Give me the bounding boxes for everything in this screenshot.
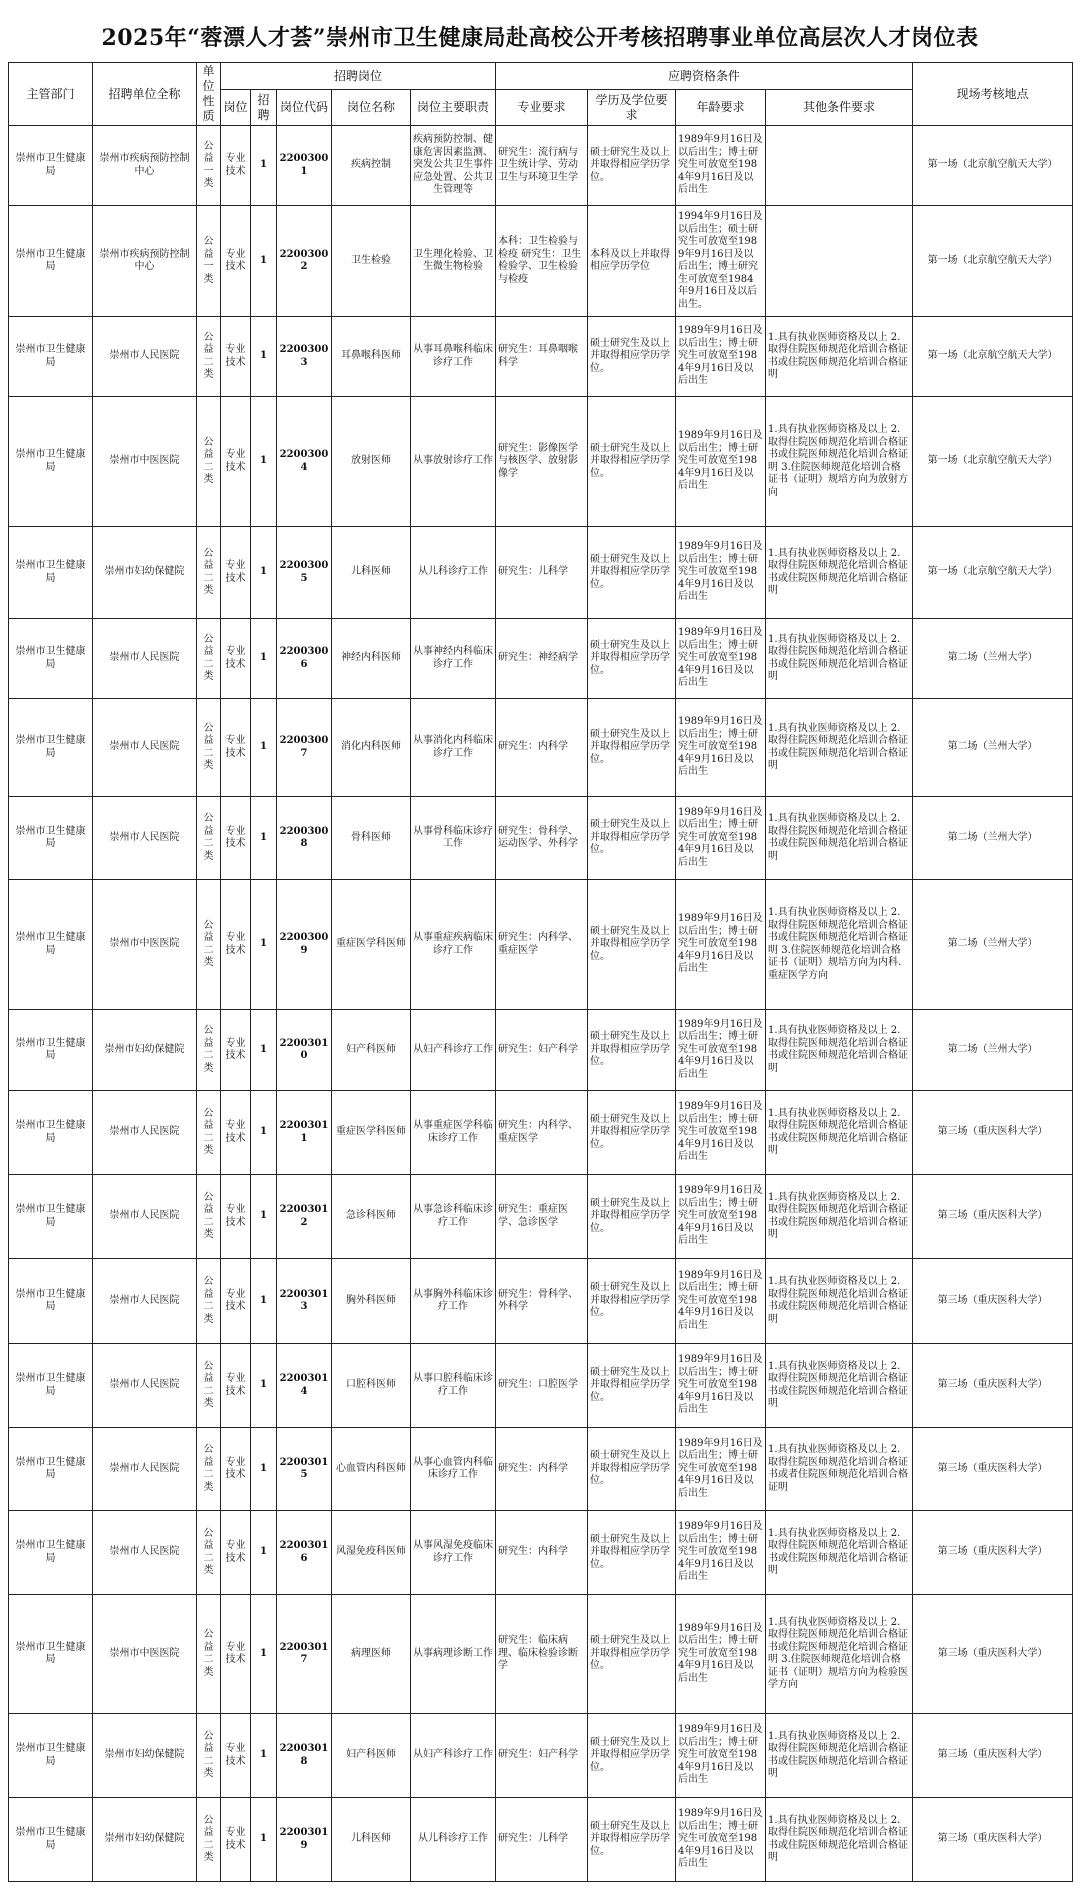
cell-code: 22003017 (277, 1595, 332, 1714)
cell-code: 22003014 (277, 1344, 332, 1428)
cell-duty: 从妇产科诊疗工作 (411, 1010, 496, 1091)
cell-duty: 从事神经内科临床诊疗工作 (411, 619, 496, 699)
cell-other: 1.具有执业医师资格及以上 2.取得住院医师规范化培训合格证书或住院医师规范化培训合格证明 (766, 797, 913, 880)
cell-venue: 第二场（兰州大学） (913, 619, 1073, 699)
cell-count: 1 (251, 1259, 277, 1344)
cell-dept: 崇州市卫生健康局 (9, 1511, 93, 1595)
cell-count: 1 (251, 1511, 277, 1595)
cell-code: 22003013 (277, 1259, 332, 1344)
cell-duty: 从儿科诊疗工作 (411, 1798, 496, 1882)
cell-unit: 崇州市妇幼保健院 (93, 527, 197, 619)
cell-code: 22003019 (277, 1798, 332, 1882)
cell-age: 1989年9月16日及以后出生；博士研究生可放宽至1984年9月16日及以后出生 (676, 1798, 766, 1882)
col-header-count: 招聘 (251, 90, 277, 126)
cell-unit: 崇州市妇幼保健院 (93, 1798, 197, 1882)
cell-age: 1989年9月16日及以后出生；博士研究生可放宽至1984年9月16日及以后出生 (676, 1344, 766, 1428)
cell-duty: 从事放射诊疗工作 (411, 397, 496, 527)
cell-nature: 公益二类 (197, 1344, 221, 1428)
cell-venue: 第一场（北京航空航天大学） (913, 317, 1073, 397)
cell-count: 1 (251, 880, 277, 1010)
document-title: 2025年“蓉漂人才荟”崇州市卫生健康局赴高校公开考核招聘事业单位高层次人才岗位表 (101, 25, 979, 51)
cell-name: 儿科医师 (332, 1798, 411, 1882)
cell-type: 专业技术 (221, 1175, 251, 1259)
cell-unit: 崇州市人民医院 (93, 1091, 197, 1175)
cell-code: 22003015 (277, 1428, 332, 1511)
cell-name: 消化内科医师 (332, 699, 411, 797)
cell-nature: 公益二类 (197, 880, 221, 1010)
cell-other: 1.具有执业医师资格及以上 2.取得住院医师规范化培训合格证书或住院医师规范化培训合格证明 (766, 1091, 913, 1175)
cell-duty: 从妇产科诊疗工作 (411, 1714, 496, 1798)
cell-age: 1989年9月16日及以后出生；博士研究生可放宽至1984年9月16日及以后出生 (676, 699, 766, 797)
cell-other: 1.具有执业医师资格及以上 2.取得住院医师规范化培训合格证书或住院医师规范化培训合格证明 (766, 699, 913, 797)
cell-count: 1 (251, 397, 277, 527)
cell-major: 研究生：儿科学 (496, 527, 588, 619)
cell-type: 专业技术 (221, 1010, 251, 1091)
cell-type: 专业技术 (221, 797, 251, 880)
cell-unit: 崇州市妇幼保健院 (93, 1010, 197, 1091)
cell-dept: 崇州市卫生健康局 (9, 1714, 93, 1798)
cell-other: 1.具有执业医师资格及以上 2.取得住院医师规范化培训合格证书或住院医师规范化培训合格证明 3.住院医师规范化培训合格证书（证明）规培方向为放射方向 (766, 397, 913, 527)
cell-nature: 公益二类 (197, 397, 221, 527)
header-row-1 (9, 63, 1073, 90)
cell-name: 病理医师 (332, 1595, 411, 1714)
cell-venue: 第三场（重庆医科大学） (913, 1428, 1073, 1511)
cell-count: 1 (251, 317, 277, 397)
cell-type: 专业技术 (221, 1714, 251, 1798)
cell-type: 专业技术 (221, 527, 251, 619)
cell-code: 22003007 (277, 699, 332, 797)
cell-duty: 疾病预防控制、健康危害因素监测、突发公共卫生事件应急处置、公共卫生管理等 (411, 126, 496, 206)
cell-age: 1989年9月16日及以后出生；博士研究生可放宽至1984年9月16日及以后出生 (676, 880, 766, 1010)
cell-major: 研究生：流行病与卫生统计学、劳动卫生与环境卫生学 (496, 126, 588, 206)
cell-edu: 硕士研究生及以上并取得相应学历学位。 (588, 317, 676, 397)
cell-other (766, 126, 913, 206)
cell-major: 研究生：临床病理、临床检验诊断学 (496, 1595, 588, 1714)
cell-unit: 崇州市人民医院 (93, 1259, 197, 1344)
cell-nature: 公益二类 (197, 1595, 221, 1714)
cell-count: 1 (251, 206, 277, 317)
cell-dept: 崇州市卫生健康局 (9, 527, 93, 619)
cell-code: 22003009 (277, 880, 332, 1010)
cell-type: 专业技术 (221, 1091, 251, 1175)
table-row (9, 880, 1073, 1010)
cell-major: 研究生：口腔医学 (496, 1344, 588, 1428)
cell-dept: 崇州市卫生健康局 (9, 1595, 93, 1714)
cell-type: 专业技术 (221, 880, 251, 1010)
cell-venue: 第一场（北京航空航天大学） (913, 126, 1073, 206)
cell-type: 专业技术 (221, 699, 251, 797)
cell-other: 1.具有执业医师资格及以上 2.取得住院医师规范化培训合格证书或者住院医师规范化培训合格证明 (766, 1428, 913, 1511)
cell-name: 放射医师 (332, 397, 411, 527)
cell-other: 1.具有执业医师资格及以上 2.取得住院医师规范化培训合格证书或住院医师规范化培训合格证明 (766, 1511, 913, 1595)
cell-dept: 崇州市卫生健康局 (9, 1798, 93, 1882)
col-header-venue: 现场考核地点 (913, 63, 1073, 126)
table-row (9, 619, 1073, 699)
cell-count: 1 (251, 1175, 277, 1259)
cell-code: 22003005 (277, 527, 332, 619)
cell-dept: 崇州市卫生健康局 (9, 397, 93, 527)
cell-edu: 硕士研究生及以上并取得相应学历学位。 (588, 1428, 676, 1511)
cell-duty: 从事骨科临床诊疗工作 (411, 797, 496, 880)
cell-age: 1989年9月16日及以后出生；博士研究生可放宽至1984年9月16日及以后出生 (676, 1714, 766, 1798)
cell-venue: 第二场（兰州大学） (913, 1010, 1073, 1091)
cell-age: 1989年9月16日及以后出生；博士研究生可放宽至1984年9月16日及以后出生 (676, 1511, 766, 1595)
cell-name: 风湿免疫科医师 (332, 1511, 411, 1595)
cell-code: 22003016 (277, 1511, 332, 1595)
cell-edu: 硕士研究生及以上并取得相应学历学位。 (588, 880, 676, 1010)
cell-count: 1 (251, 527, 277, 619)
cell-nature: 公益二类 (197, 1511, 221, 1595)
cell-dept: 崇州市卫生健康局 (9, 619, 93, 699)
cell-type: 专业技术 (221, 1595, 251, 1714)
cell-dept: 崇州市卫生健康局 (9, 1175, 93, 1259)
cell-duty: 从事心血管内科临床诊疗工作 (411, 1428, 496, 1511)
cell-edu: 硕士研究生及以上并取得相应学历学位。 (588, 126, 676, 206)
cell-edu: 硕士研究生及以上并取得相应学历学位。 (588, 1714, 676, 1798)
cell-name: 骨科医师 (332, 797, 411, 880)
cell-major: 研究生：骨科学、运动医学、外科学 (496, 797, 588, 880)
cell-duty: 从事耳鼻喉科临床诊疗工作 (411, 317, 496, 397)
cell-edu: 硕士研究生及以上并取得相应学历学位。 (588, 1595, 676, 1714)
cell-name: 妇产科医师 (332, 1010, 411, 1091)
cell-venue: 第二场（兰州大学） (913, 797, 1073, 880)
cell-major: 研究生：妇产科学 (496, 1010, 588, 1091)
col-header-name: 岗位名称 (332, 90, 411, 126)
cell-edu: 硕士研究生及以上并取得相应学历学位。 (588, 1798, 676, 1882)
cell-edu: 本科及以上并取得相应学历学位 (588, 206, 676, 317)
cell-age: 1989年9月16日及以后出生；博士研究生可放宽至1984年9月16日及以后出生 (676, 1428, 766, 1511)
cell-edu: 硕士研究生及以上并取得相应学历学位。 (588, 1175, 676, 1259)
cell-count: 1 (251, 1714, 277, 1798)
cell-dept: 崇州市卫生健康局 (9, 1091, 93, 1175)
cell-major: 研究生：妇产科学 (496, 1714, 588, 1798)
cell-nature: 公益二类 (197, 619, 221, 699)
cell-name: 卫生检验 (332, 206, 411, 317)
cell-code: 22003002 (277, 206, 332, 317)
cell-age: 1989年9月16日及以后出生；博士研究生可放宽至1984年9月16日及以后出生 (676, 397, 766, 527)
cell-unit: 崇州市人民医院 (93, 1511, 197, 1595)
cell-dept: 崇州市卫生健康局 (9, 1428, 93, 1511)
col-header-major: 专业要求 (496, 90, 588, 126)
cell-edu: 硕士研究生及以上并取得相应学历学位。 (588, 619, 676, 699)
cell-duty: 从事胸外科临床诊疗工作 (411, 1259, 496, 1344)
cell-major: 研究生：内科学 (496, 1511, 588, 1595)
table-row (9, 1010, 1073, 1091)
cell-name: 耳鼻喉科医师 (332, 317, 411, 397)
cell-code: 22003004 (277, 397, 332, 527)
cell-dept: 崇州市卫生健康局 (9, 126, 93, 206)
cell-name: 重症医学科医师 (332, 880, 411, 1010)
cell-code: 22003006 (277, 619, 332, 699)
table-row (9, 1428, 1073, 1511)
cell-type: 专业技术 (221, 317, 251, 397)
cell-code: 22003010 (277, 1010, 332, 1091)
cell-other: 1.具有执业医师资格及以上 2.取得住院医师规范化培训合格证书或住院医师规范化培训合格证明 (766, 1714, 913, 1798)
cell-dept: 崇州市卫生健康局 (9, 1010, 93, 1091)
table-row (9, 1259, 1073, 1344)
col-header-code: 岗位代码 (277, 90, 332, 126)
cell-nature: 公益二类 (197, 797, 221, 880)
cell-major: 研究生：内科学、重症医学 (496, 1091, 588, 1175)
cell-count: 1 (251, 1428, 277, 1511)
cell-venue: 第三场（重庆医科大学） (913, 1344, 1073, 1428)
cell-venue: 第二场（兰州大学） (913, 880, 1073, 1010)
cell-nature: 公益二类 (197, 1798, 221, 1882)
cell-duty: 从事重症医学科临床诊疗工作 (411, 1091, 496, 1175)
cell-name: 急诊科医师 (332, 1175, 411, 1259)
cell-edu: 硕士研究生及以上并取得相应学历学位。 (588, 699, 676, 797)
col-header-duty: 岗位主要职责 (411, 90, 496, 126)
cell-dept: 崇州市卫生健康局 (9, 206, 93, 317)
cell-duty: 从事消化内科临床诊疗工作 (411, 699, 496, 797)
cell-other: 1.具有执业医师资格及以上 2.取得住院医师规范化培训合格证书或住院医师规范化培训合格证明 3.住院医师规范化培训合格证书（证明）规培方向为检验医学方向 (766, 1595, 913, 1714)
cell-other: 1.具有执业医师资格及以上 2.取得住院医师规范化培训合格证书或住院医师规范化培训合格证明 3.住院医师规范化培训合格证书（证明）规培方向为内科.重症医学方向 (766, 880, 913, 1010)
cell-unit: 崇州市人民医院 (93, 1428, 197, 1511)
table-row (9, 527, 1073, 619)
cell-nature: 公益二类 (197, 1091, 221, 1175)
table-row (9, 317, 1073, 397)
cell-nature: 公益一类 (197, 126, 221, 206)
cell-venue: 第一场（北京航空航天大学） (913, 206, 1073, 317)
cell-edu: 硕士研究生及以上并取得相应学历学位。 (588, 1344, 676, 1428)
table-row (9, 397, 1073, 527)
col-group-conditions: 应聘资格条件 (496, 63, 913, 90)
cell-dept: 崇州市卫生健康局 (9, 1344, 93, 1428)
cell-name: 胸外科医师 (332, 1259, 411, 1344)
col-header-dept: 主管部门 (9, 63, 93, 126)
cell-duty: 从事口腔科临床诊疗工作 (411, 1344, 496, 1428)
cell-age: 1989年9月16日及以后出生；博士研究生可放宽至1984年9月16日及以后出生 (676, 1010, 766, 1091)
cell-unit: 崇州市人民医院 (93, 619, 197, 699)
table-row (9, 1595, 1073, 1714)
cell-major: 研究生：影像医学与核医学、放射影像学 (496, 397, 588, 527)
col-header-edu: 学历及学位要求 (588, 90, 676, 126)
table-row (9, 1175, 1073, 1259)
cell-dept: 崇州市卫生健康局 (9, 797, 93, 880)
cell-other: 1.具有执业医师资格及以上 2.取得住院医师规范化培训合格证书或住院医师规范化培训合格证明 (766, 1175, 913, 1259)
cell-duty: 从儿科诊疗工作 (411, 527, 496, 619)
cell-type: 专业技术 (221, 126, 251, 206)
cell-count: 1 (251, 699, 277, 797)
cell-other: 1.具有执业医师资格及以上 2.取得住院医师规范化培训合格证书或住院医师规范化培训合格证明 (766, 619, 913, 699)
cell-code: 22003008 (277, 797, 332, 880)
cell-nature: 公益二类 (197, 527, 221, 619)
cell-unit: 崇州市妇幼保健院 (93, 1714, 197, 1798)
cell-duty: 从事病理诊断工作 (411, 1595, 496, 1714)
cell-count: 1 (251, 1010, 277, 1091)
table-row (9, 206, 1073, 317)
cell-type: 专业技术 (221, 397, 251, 527)
cell-edu: 硕士研究生及以上并取得相应学历学位。 (588, 1091, 676, 1175)
cell-edu: 硕士研究生及以上并取得相应学历学位。 (588, 527, 676, 619)
cell-other (766, 206, 913, 317)
cell-major: 研究生：内科学、重症医学 (496, 880, 588, 1010)
table-row (9, 1344, 1073, 1428)
cell-type: 专业技术 (221, 1344, 251, 1428)
cell-code: 22003012 (277, 1175, 332, 1259)
cell-name: 心血管内科医师 (332, 1428, 411, 1511)
cell-major: 研究生：儿科学 (496, 1798, 588, 1882)
cell-duty: 卫生理化检验、卫生微生物检验 (411, 206, 496, 317)
table-row (9, 1714, 1073, 1798)
cell-type: 专业技术 (221, 206, 251, 317)
cell-nature: 公益二类 (197, 317, 221, 397)
cell-dept: 崇州市卫生健康局 (9, 1259, 93, 1344)
table-row (9, 1091, 1073, 1175)
cell-other: 1.具有执业医师资格及以上 2.取得住院医师规范化培训合格证书或住院医师规范化培训合格证明 (766, 1798, 913, 1882)
cell-type: 专业技术 (221, 1798, 251, 1882)
table-row (9, 699, 1073, 797)
table-row (9, 1511, 1073, 1595)
cell-venue: 第三场（重庆医科大学） (913, 1714, 1073, 1798)
cell-code: 22003011 (277, 1091, 332, 1175)
cell-code: 22003001 (277, 126, 332, 206)
cell-name: 疾病控制 (332, 126, 411, 206)
cell-type: 专业技术 (221, 1511, 251, 1595)
cell-major: 研究生：骨科学、外科学 (496, 1259, 588, 1344)
cell-edu: 硕士研究生及以上并取得相应学历学位。 (588, 397, 676, 527)
cell-unit: 崇州市人民医院 (93, 317, 197, 397)
cell-name: 妇产科医师 (332, 1714, 411, 1798)
table-row (9, 126, 1073, 206)
cell-age: 1989年9月16日及以后出生；博士研究生可放宽至1984年9月16日及以后出生 (676, 619, 766, 699)
cell-venue: 第三场（重庆医科大学） (913, 1259, 1073, 1344)
cell-type: 专业技术 (221, 619, 251, 699)
cell-age: 1989年9月16日及以后出生；博士研究生可放宽至1984年9月16日及以后出生 (676, 1259, 766, 1344)
cell-name: 口腔科医师 (332, 1344, 411, 1428)
cell-age: 1994年9月16日及以后出生；硕士研究生可放宽至1989年9月16日及以后出生；博士研究生可放宽至1984年9月16日及以后出生。 (676, 206, 766, 317)
cell-unit: 崇州市疾病预防控制中心 (93, 126, 197, 206)
cell-count: 1 (251, 619, 277, 699)
cell-age: 1989年9月16日及以后出生；博士研究生可放宽至1984年9月16日及以后出生 (676, 317, 766, 397)
cell-unit: 崇州市中医医院 (93, 397, 197, 527)
col-group-post: 招聘岗位 (221, 63, 496, 90)
cell-type: 专业技术 (221, 1259, 251, 1344)
cell-unit: 崇州市中医医院 (93, 880, 197, 1010)
col-header-unit: 招聘单位全称 (93, 63, 197, 126)
cell-edu: 硕士研究生及以上并取得相应学历学位。 (588, 1010, 676, 1091)
cell-age: 1989年9月16日及以后出生；博士研究生可放宽至1984年9月16日及以后出生 (676, 527, 766, 619)
cell-age: 1989年9月16日及以后出生；博士研究生可放宽至1984年9月16日及以后出生 (676, 1175, 766, 1259)
cell-venue: 第三场（重庆医科大学） (913, 1798, 1073, 1882)
cell-name: 神经内科医师 (332, 619, 411, 699)
cell-duty: 从事急诊科临床诊疗工作 (411, 1175, 496, 1259)
cell-venue: 第二场（兰州大学） (913, 699, 1073, 797)
cell-edu: 硕士研究生及以上并取得相应学历学位。 (588, 797, 676, 880)
cell-age: 1989年9月16日及以后出生；博士研究生可放宽至1984年9月16日及以后出生 (676, 797, 766, 880)
positions-table (8, 62, 1073, 1882)
cell-other: 1.具有执业医师资格及以上 2.取得住院医师规范化培训合格证书或住院医师规范化培训合格证明 (766, 1010, 913, 1091)
cell-duty: 从事重症疾病临床诊疗工作 (411, 880, 496, 1010)
cell-code: 22003018 (277, 1714, 332, 1798)
cell-nature: 公益二类 (197, 1259, 221, 1344)
cell-major: 本科：卫生检验与检疫 研究生：卫生检验学、卫生检验与检疫 (496, 206, 588, 317)
cell-venue: 第三场（重庆医科大学） (913, 1175, 1073, 1259)
cell-nature: 公益二类 (197, 1714, 221, 1798)
cell-unit: 崇州市人民医院 (93, 797, 197, 880)
cell-major: 研究生：内科学 (496, 1428, 588, 1511)
cell-count: 1 (251, 1091, 277, 1175)
col-header-other: 其他条件要求 (766, 90, 913, 126)
cell-major: 研究生：重症医学、急诊医学 (496, 1175, 588, 1259)
cell-duty: 从事风湿免疫临床诊疗工作 (411, 1511, 496, 1595)
cell-edu: 硕士研究生及以上并取得相应学历学位。 (588, 1511, 676, 1595)
col-header-post-type: 岗位 (221, 90, 251, 126)
table-row (9, 1798, 1073, 1882)
cell-count: 1 (251, 1595, 277, 1714)
cell-edu: 硕士研究生及以上并取得相应学历学位。 (588, 1259, 676, 1344)
cell-age: 1989年9月16日及以后出生；博士研究生可放宽至1984年9月16日及以后出生 (676, 126, 766, 206)
cell-nature: 公益二类 (197, 1175, 221, 1259)
cell-unit: 崇州市疾病预防控制中心 (93, 206, 197, 317)
cell-major: 研究生：内科学 (496, 699, 588, 797)
cell-venue: 第一场（北京航空航天大学） (913, 527, 1073, 619)
table-row (9, 797, 1073, 880)
cell-type: 专业技术 (221, 1428, 251, 1511)
cell-major: 研究生：神经病学 (496, 619, 588, 699)
cell-name: 重症医学科医师 (332, 1091, 411, 1175)
cell-age: 1989年9月16日及以后出生；博士研究生可放宽至1984年9月16日及以后出生 (676, 1091, 766, 1175)
cell-count: 1 (251, 797, 277, 880)
cell-other: 1.具有执业医师资格及以上 2.取得住院医师规范化培训合格证书或住院医师规范化培训合格证明 (766, 1344, 913, 1428)
cell-unit: 崇州市人民医院 (93, 1175, 197, 1259)
cell-age: 1989年9月16日及以后出生；博士研究生可放宽至1984年9月16日及以后出生 (676, 1595, 766, 1714)
col-header-nature: 单位性质 (197, 63, 221, 126)
cell-other: 1.具有执业医师资格及以上 2.取得住院医师规范化培训合格证书或住院医师规范化培训合格证明 (766, 317, 913, 397)
col-header-age: 年龄要求 (676, 90, 766, 126)
cell-code: 22003003 (277, 317, 332, 397)
cell-venue: 第三场（重庆医科大学） (913, 1091, 1073, 1175)
cell-nature: 公益二类 (197, 1010, 221, 1091)
cell-count: 1 (251, 1344, 277, 1428)
cell-dept: 崇州市卫生健康局 (9, 699, 93, 797)
cell-unit: 崇州市人民医院 (93, 699, 197, 797)
cell-venue: 第三场（重庆医科大学） (913, 1511, 1073, 1595)
cell-venue: 第一场（北京航空航天大学） (913, 397, 1073, 527)
cell-unit: 崇州市中医医院 (93, 1595, 197, 1714)
cell-dept: 崇州市卫生健康局 (9, 317, 93, 397)
cell-unit: 崇州市人民医院 (93, 1344, 197, 1428)
cell-other: 1.具有执业医师资格及以上 2.取得住院医师规范化培训合格证书或住院医师规范化培训合格证明 (766, 527, 913, 619)
cell-nature: 公益二类 (197, 1428, 221, 1511)
cell-nature: 公益二类 (197, 699, 221, 797)
cell-dept: 崇州市卫生健康局 (9, 880, 93, 1010)
cell-other: 1.具有执业医师资格及以上 2.取得住院医师规范化培训合格证书或住院医师规范化培训合格证明 (766, 1259, 913, 1344)
cell-count: 1 (251, 126, 277, 206)
cell-major: 研究生：耳鼻咽喉科学 (496, 317, 588, 397)
cell-name: 儿科医师 (332, 527, 411, 619)
cell-venue: 第三场（重庆医科大学） (913, 1595, 1073, 1714)
cell-count: 1 (251, 1798, 277, 1882)
cell-nature: 公益一类 (197, 206, 221, 317)
table-body (9, 126, 1073, 1882)
